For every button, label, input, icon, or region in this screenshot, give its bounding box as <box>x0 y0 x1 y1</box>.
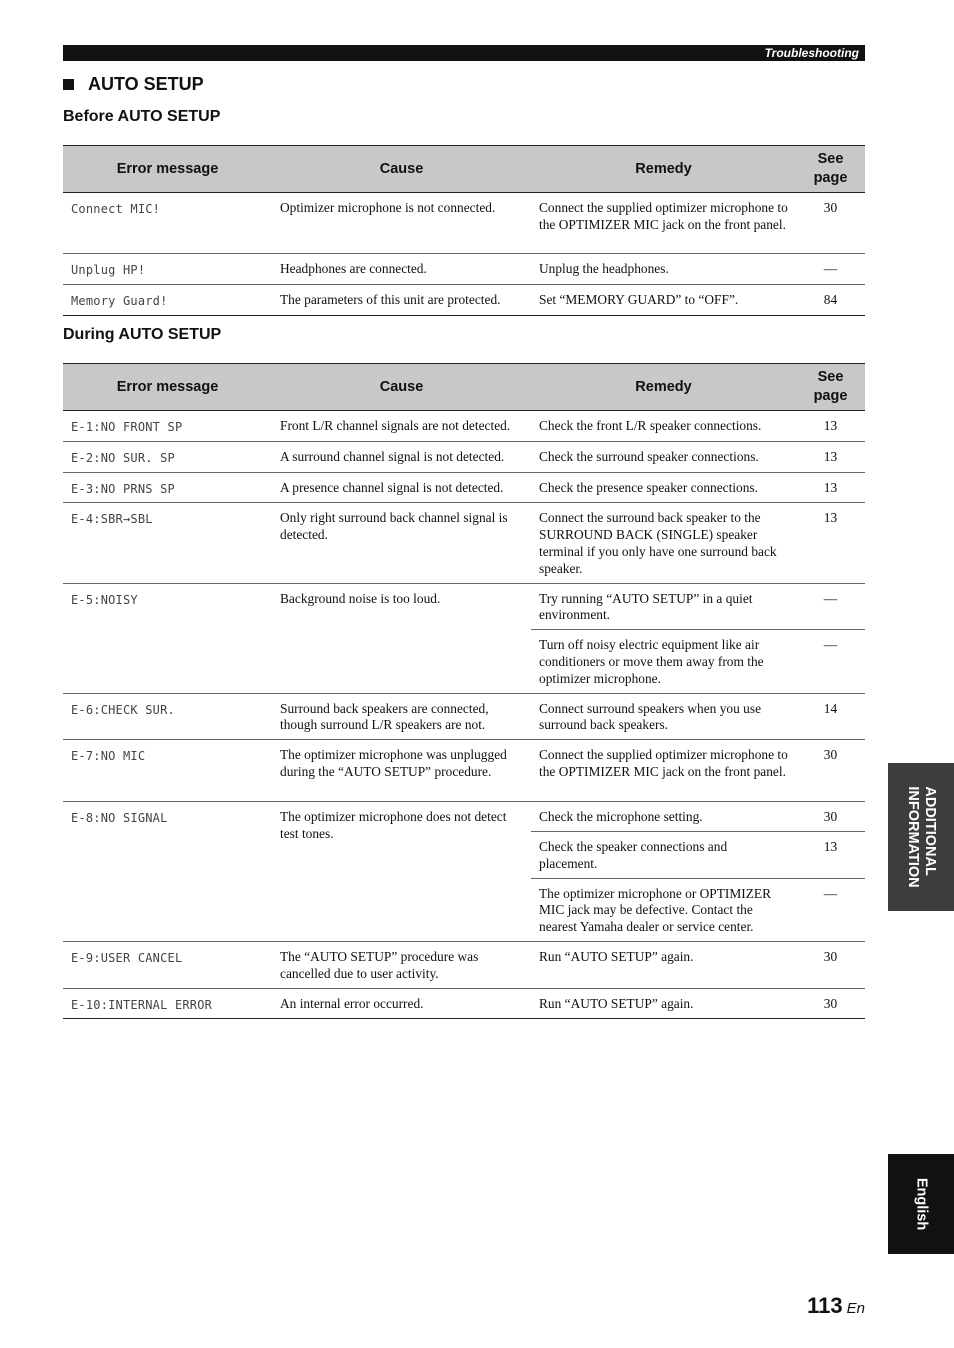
cause-cell: A presence channel signal is not detected. <box>272 472 531 503</box>
error-message: E-3:NO PRNS SP <box>63 472 272 503</box>
cause-cell: Front L/R channel signals are not detected. <box>272 411 531 442</box>
see-page-cell: — <box>796 878 865 941</box>
table-row <box>63 740 865 802</box>
table-row <box>63 472 865 503</box>
before-auto-setup-table <box>63 145 865 316</box>
running-header-bar <box>63 45 865 61</box>
remedy-cell: Connect the supplied optimizer microphone to the OPTIMIZER MIC jack on the front panel. <box>531 193 796 254</box>
error-message: E-7:NO MIC <box>63 740 272 802</box>
before-auto-setup-title: Before AUTO SETUP <box>63 108 221 125</box>
error-message: E-8:NO SIGNAL <box>63 802 272 942</box>
error-message: E-9:USER CANCEL <box>63 941 272 988</box>
cause-cell: Only right surround back channel signal is detected. <box>272 503 531 583</box>
page-language-suffix: En <box>846 1300 865 1317</box>
page-number-value: 113 <box>807 1293 843 1318</box>
column-header: Cause <box>272 364 531 411</box>
see-page-cell: 30 <box>796 740 865 802</box>
during-auto-setup-table <box>63 363 865 1019</box>
table-row <box>63 583 865 630</box>
see-page-header: See page <box>813 151 848 186</box>
remedy-cell: Try running “AUTO SETUP” in a quiet environment. <box>531 583 796 630</box>
table-row <box>63 254 865 285</box>
remedy-cell: Check the speaker connections and placement. <box>531 831 796 878</box>
error-message: Connect MIC! <box>63 193 272 254</box>
see-page-header: See page <box>813 369 848 404</box>
table-header-row <box>63 146 865 193</box>
see-page-cell: 13 <box>796 441 865 472</box>
see-page-cell: 13 <box>796 472 865 503</box>
error-message: E-1:NO FRONT SP <box>63 411 272 442</box>
error-message: E-5:NOISY <box>63 583 272 693</box>
column-header: Error message <box>63 146 272 193</box>
table-row <box>63 503 865 583</box>
remedy-cell: Turn off noisy electric equipment like air conditioners or move them away from the optimizer microphone. <box>531 630 796 693</box>
column-header: Remedy <box>531 146 796 193</box>
error-message: E-10:INTERNAL ERROR <box>63 988 272 1019</box>
remedy-cell: Connect surround speakers when you use surround back speakers. <box>531 693 796 740</box>
see-page-cell: 30 <box>796 193 865 254</box>
see-page-cell: 30 <box>796 988 865 1019</box>
error-message: E-2:NO SUR. SP <box>63 441 272 472</box>
see-page-cell: 13 <box>796 411 865 442</box>
remedy-cell: Set “MEMORY GUARD” to “OFF”. <box>531 284 796 315</box>
cause-cell: An internal error occurred. <box>272 988 531 1019</box>
remedy-cell: The optimizer microphone or OPTIMIZER MIC jack may be defective. Contact the nearest Yamaha dealer or service center. <box>531 878 796 941</box>
section-title <box>63 74 204 95</box>
column-header: Cause <box>272 146 531 193</box>
running-header-text: Troubleshooting <box>764 46 859 60</box>
cause-cell: The optimizer microphone does not detect test tones. <box>272 802 531 942</box>
column-header: Error message <box>63 364 272 411</box>
page-number <box>807 1293 865 1319</box>
error-message: E-4:SBR→SBL <box>63 503 272 583</box>
see-page-cell: — <box>796 630 865 693</box>
column-header <box>796 146 865 193</box>
table-row <box>63 193 865 254</box>
error-message: Memory Guard! <box>63 284 272 315</box>
side-tab-line: ADDITIONAL <box>922 786 938 876</box>
remedy-cell: Check the microphone setting. <box>531 802 796 832</box>
see-page-cell: 84 <box>796 284 865 315</box>
remedy-cell: Run “AUTO SETUP” again. <box>531 941 796 988</box>
cause-cell: The optimizer microphone was unplugged during the “AUTO SETUP” procedure. <box>272 740 531 802</box>
see-page-cell: — <box>796 254 865 285</box>
column-header <box>796 364 865 411</box>
cause-cell: Surround back speakers are connected, though surround L/R speakers are not. <box>272 693 531 740</box>
remedy-cell: Connect the surround back speaker to the SURROUND BACK (SINGLE) speaker terminal if you only have one surround back speaker. <box>531 503 796 583</box>
see-page-cell: 13 <box>796 503 865 583</box>
cause-cell: Background noise is too loud. <box>272 583 531 693</box>
see-page-cell: — <box>796 583 865 630</box>
column-header: Remedy <box>531 364 796 411</box>
english-language-tab[interactable] <box>888 1154 954 1254</box>
remedy-cell: Check the presence speaker connections. <box>531 472 796 503</box>
cause-cell: Optimizer microphone is not connected. <box>272 193 531 254</box>
square-bullet-icon <box>63 79 74 90</box>
table-row <box>63 411 865 442</box>
remedy-cell: Connect the supplied optimizer microphone to the OPTIMIZER MIC jack on the front panel. <box>531 740 796 802</box>
see-page-cell: 13 <box>796 831 865 878</box>
see-page-cell: 30 <box>796 941 865 988</box>
remedy-cell: Run “AUTO SETUP” again. <box>531 988 796 1019</box>
cause-cell: Headphones are connected. <box>272 254 531 285</box>
table-row <box>63 441 865 472</box>
table-row <box>63 988 865 1019</box>
during-auto-setup-title: During AUTO SETUP <box>63 326 222 343</box>
remedy-cell: Check the surround speaker connections. <box>531 441 796 472</box>
cause-cell: The parameters of this unit are protected. <box>272 284 531 315</box>
side-tab-label <box>904 786 938 887</box>
error-message: E-6:CHECK SUR. <box>63 693 272 740</box>
cause-cell: A surround channel signal is not detected. <box>272 441 531 472</box>
additional-information-tab[interactable] <box>888 763 954 911</box>
table-header-row <box>63 364 865 411</box>
table-row <box>63 693 865 740</box>
see-page-cell: 14 <box>796 693 865 740</box>
side-tab-line: INFORMATION <box>905 786 921 888</box>
error-message: Unplug HP! <box>63 254 272 285</box>
section-title-text: AUTO SETUP <box>88 74 204 94</box>
remedy-cell: Unplug the headphones. <box>531 254 796 285</box>
table-row <box>63 941 865 988</box>
see-page-cell: 30 <box>796 802 865 832</box>
language-tab-label: English <box>913 1177 930 1231</box>
cause-cell: The “AUTO SETUP” procedure was cancelled due to user activity. <box>272 941 531 988</box>
remedy-cell: Check the front L/R speaker connections. <box>531 411 796 442</box>
table-row <box>63 284 865 315</box>
table-row <box>63 802 865 832</box>
